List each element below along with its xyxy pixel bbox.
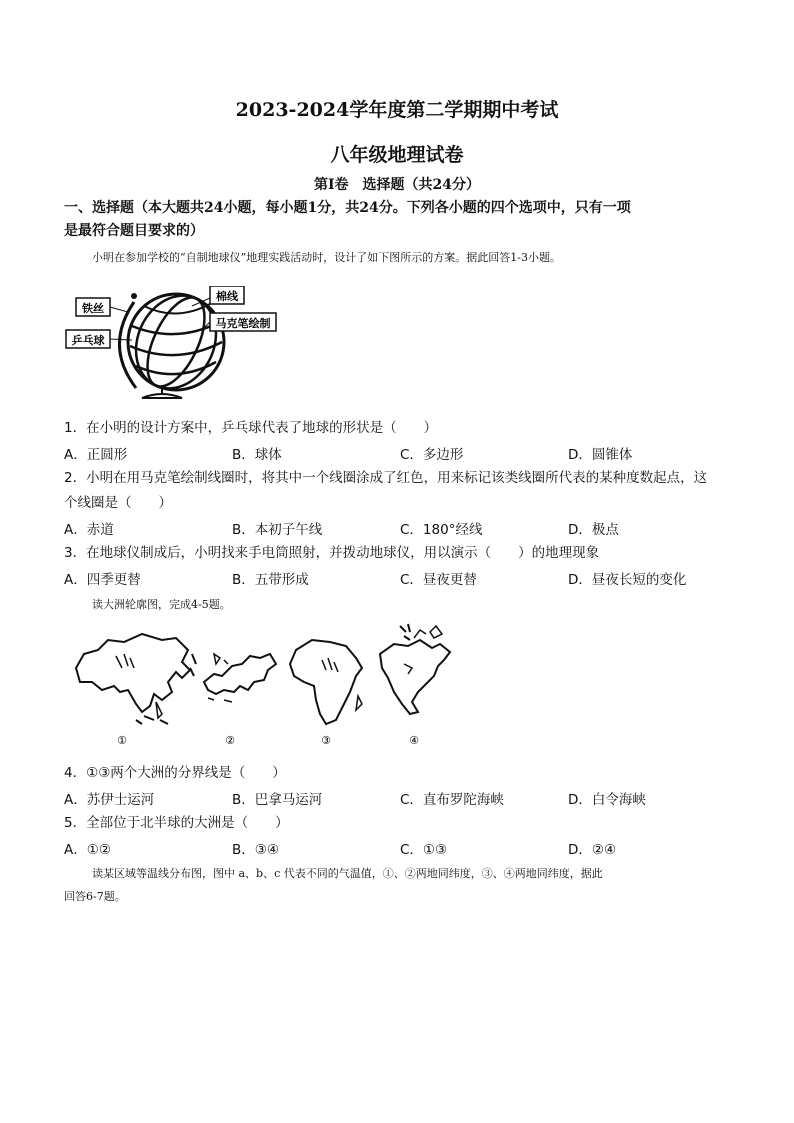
label-cotton-thread: [192, 286, 244, 306]
q2-option-a[interactable]: A．赤道: [64, 522, 114, 538]
continent-1-asia: [76, 634, 196, 747]
question-4-options: [64, 788, 744, 808]
intro-q1-3: 小明在参加学校的“自制地球仪”地理实践活动时，设计了如下图所示的方案。据此回答1-3小题。: [92, 251, 561, 264]
continent-4-north-america: [380, 624, 450, 747]
question-3: 3．在地球仪制成后，小明找来手电筒照射，并拨动地球仪，用以演示（ ）的地理现象: [64, 545, 600, 561]
question-5-options: [64, 838, 744, 858]
intro-q4-5: 读大洲轮廓图，完成4-5题。: [92, 598, 231, 611]
continent-2-europe: [204, 654, 276, 747]
question-5: 5．全部位于北半球的大洲是（ ）: [64, 815, 289, 831]
q1-option-d[interactable]: D．圆锥体: [568, 447, 633, 463]
q4-option-c[interactable]: C．直布罗陀海峡: [400, 792, 504, 808]
continent-label-3: ③: [321, 734, 331, 747]
label-ping-pong-text: 乒乓球: [71, 334, 105, 347]
continent-3-africa: [290, 640, 362, 747]
q4-option-b[interactable]: B．巴拿马运河: [232, 792, 323, 808]
question-2-options: [64, 518, 744, 538]
section-instruction-line2: 是最符合题目要求的）: [64, 223, 204, 239]
q3-option-a[interactable]: A．四季更替: [64, 572, 141, 588]
label-marker-drawn: [204, 313, 276, 331]
continent-label-4: ④: [409, 734, 419, 747]
question-3-options: [64, 568, 744, 588]
continent-label-1: ①: [117, 734, 127, 747]
q5-option-a[interactable]: A．①②: [64, 842, 111, 858]
question-2-line1: 2．小明在用马克笔绘制线圈时，将其中一个线圈涂成了红色，用来标记该类线圈所代表的某种度数起点，这: [64, 470, 708, 486]
section-instruction-line1: 一、选择题（本大题共24小题，每小题1分，共24分。下列各小题的四个选项中，只有一项: [64, 200, 631, 216]
intro-q6-7-line1: 读某区域等温线分布图，图中 a、b、c 代表不同的气温值，①、②两地同纬度，③、④两地同纬度，据此: [92, 867, 603, 880]
q1-option-b[interactable]: B．球体: [232, 447, 282, 463]
continent-label-2: ②: [225, 734, 235, 747]
globe-diagram: [64, 286, 284, 408]
q3-option-d[interactable]: D．昼夜长短的变化: [568, 572, 687, 588]
question-1: 1．在小明的设计方案中，乒乓球代表了地球的形状是（ ）: [64, 420, 438, 436]
label-cotton-thread-text: 棉线: [216, 290, 238, 303]
exam-subtitle: 八年级地理试卷: [330, 144, 464, 166]
part-heading: 第Ⅰ卷 选择题（共24分）: [313, 177, 481, 193]
question-1-options: [64, 443, 744, 463]
label-marker-drawn-text: 马克笔绘制: [215, 317, 271, 330]
intro-q6-7-line2: 回答6-7题。: [64, 890, 126, 903]
question-2-line2: 个线圈是（ ）: [64, 495, 172, 511]
continent-outlines-diagram: [64, 620, 484, 755]
exam-title: 2023-2024学年度第二学期期中考试: [235, 99, 559, 121]
q4-option-d[interactable]: D．白令海峡: [568, 792, 646, 808]
q5-option-d[interactable]: D．②④: [568, 842, 617, 858]
label-wire-text: 铁丝: [82, 302, 104, 315]
q5-option-c[interactable]: C．①③: [400, 842, 448, 858]
label-wire: [76, 298, 128, 316]
q5-option-b[interactable]: B．③④: [232, 842, 279, 858]
q1-option-a[interactable]: A．正圆形: [64, 447, 128, 463]
q3-option-b[interactable]: B．五带形成: [232, 572, 309, 588]
q1-option-c[interactable]: C．多边形: [400, 447, 464, 463]
question-4: 4．①③两个大洲的分界线是（ ）: [64, 765, 286, 781]
q2-option-b[interactable]: B．本初子午线: [232, 522, 323, 538]
q2-option-c[interactable]: C．180°经线: [400, 522, 483, 538]
q3-option-c[interactable]: C．昼夜更替: [400, 572, 477, 588]
q2-option-d[interactable]: D．极点: [568, 522, 619, 538]
q4-option-a[interactable]: A．苏伊士运河: [64, 792, 155, 808]
